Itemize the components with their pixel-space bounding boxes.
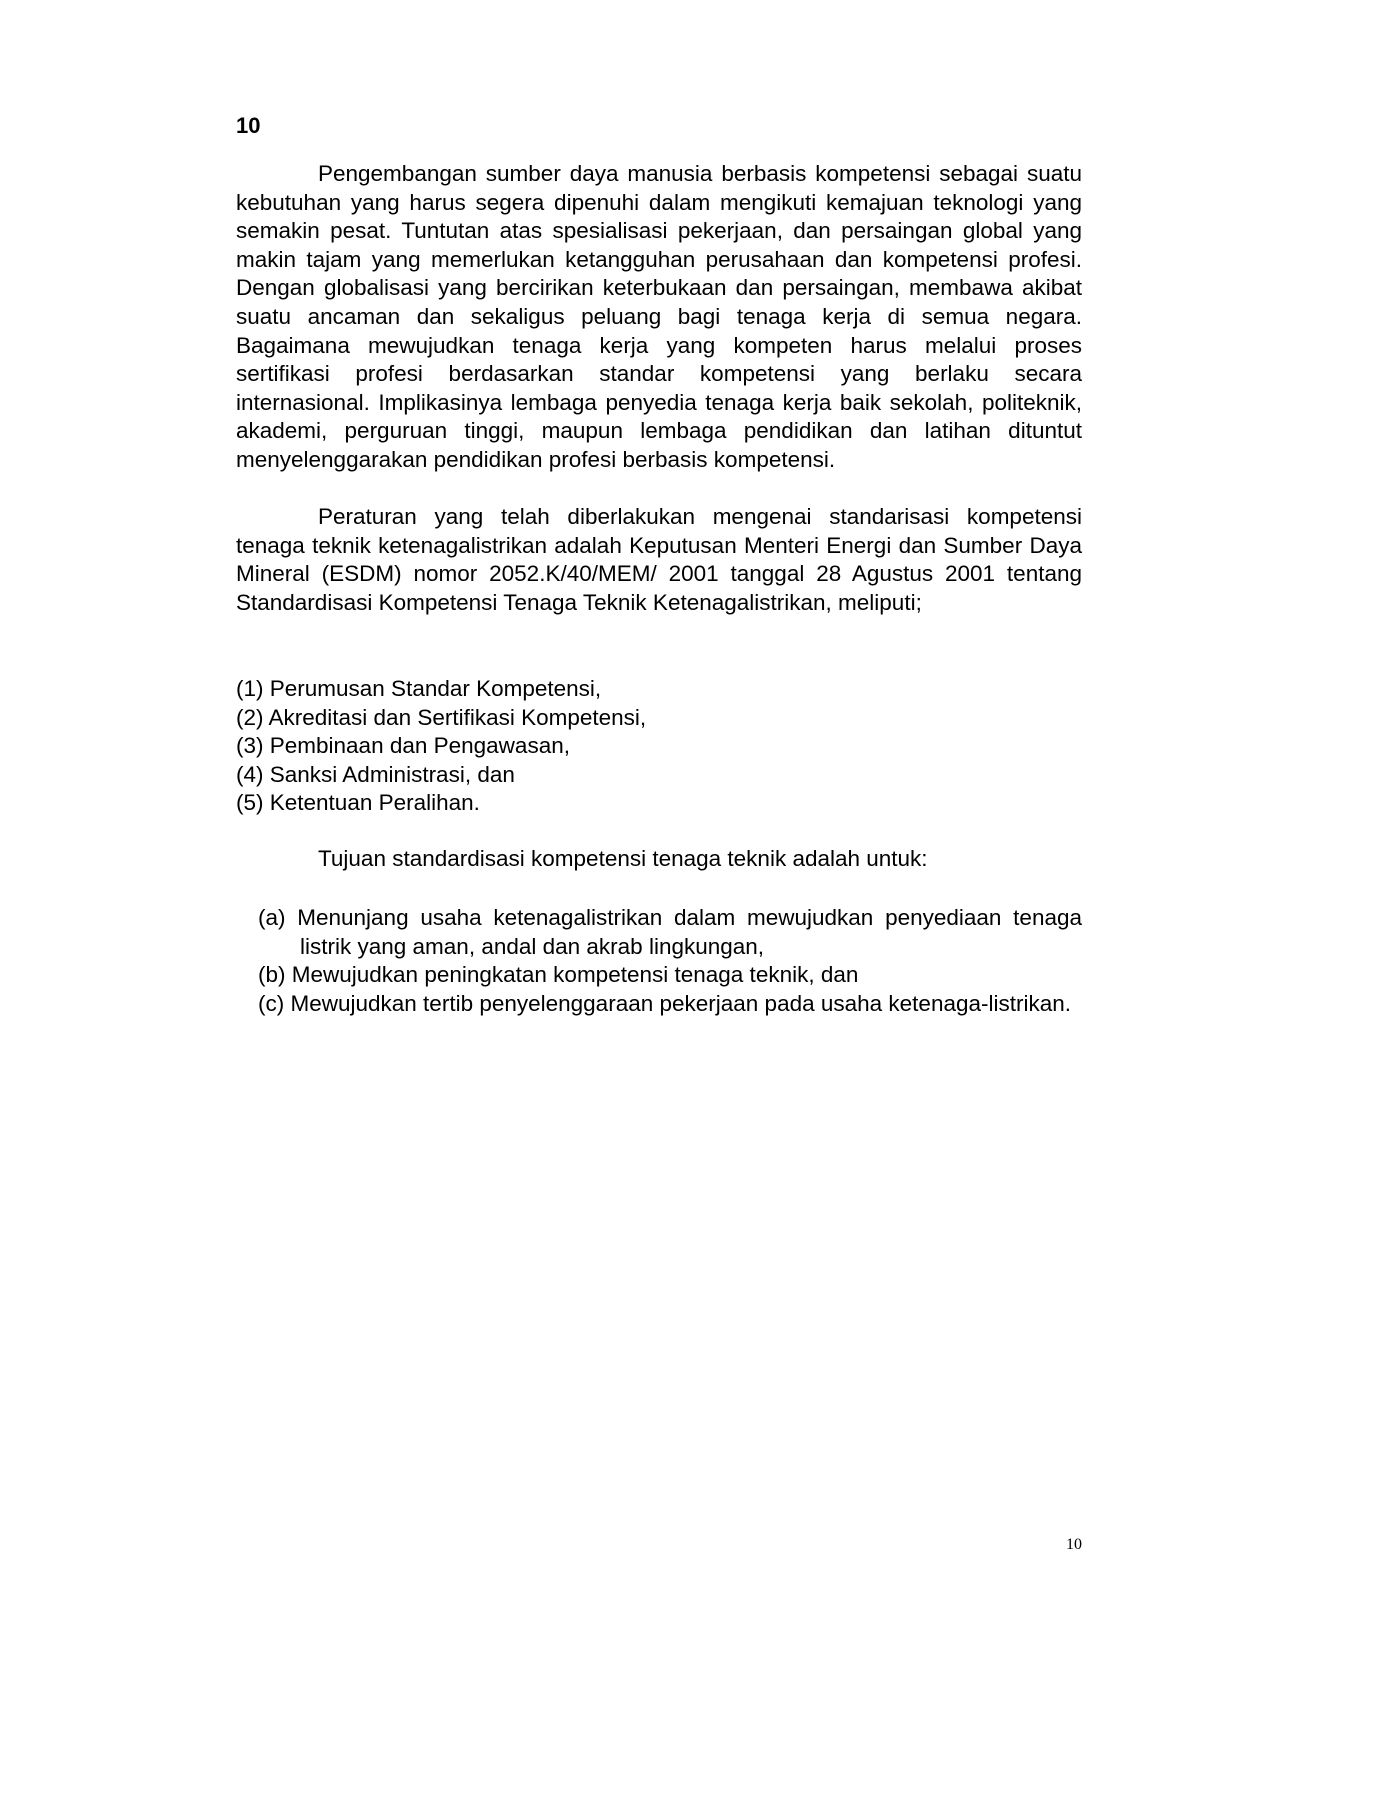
paragraph-regulation: Peraturan yang telah diberlakukan mengenai standarisasi kompetensi tenaga teknik ketenagalistrikan adalah Keputusan Menteri Energi dan Sumber Daya Mineral (ESDM) nomor 2052.K/40/MEM/ 2001 tanggal 28 Agustus 2001 tentang Standardisasi Kompetensi Tenaga Teknik Ketenagalistrikan, meliputi;: [236, 504, 1082, 615]
list-item: (b) Mewujudkan peningkatan kompetensi tenaga teknik, dan: [258, 962, 859, 988]
list-item: (4) Sanksi Administrasi, dan: [236, 761, 515, 787]
paragraph-competency-development: Pengembangan sumber daya manusia berbasis kompetensi sebagai suatu kebutuhan yang harus segera dipenuhi dalam mengikuti kemajuan teknologi yang semakin pesat. Tuntutan atas spesialisasi pekerjaan, dan persaingan global yang makin tajam yang memerlukan ketangguhan perusahaan dan kompetensi profesi. Dengan globalisasi yang bercirikan keterbukaan dan persaingan, membawa akibat suatu ancaman dan sekaligus peluang bagi tenaga kerja di semua negara. Bagaimana mewujudkan tenaga kerja yang kompeten harus melalui proses sertifikasi profesi berdasarkan standar kompetensi yang berlaku secara internasional. Implikasinya lembaga penyedia tenaga kerja baik sekolah, politeknik, akademi, perguruan tinggi, maupun lembaga pendidikan dan latihan dituntut menyelenggarakan pendidikan profesi berbasis kompetensi.: [236, 161, 1082, 472]
list-item: (5) Ketentuan Peralihan.: [236, 790, 480, 816]
list-item: (3) Pembinaan dan Pengawasan,: [236, 733, 570, 759]
footer-page-number: 10: [1066, 1536, 1082, 1553]
regulation-scope-list: [236, 675, 646, 818]
list-item: (a) Menunjang usaha ketenagalistrikan dalam mewujudkan penyediaan tenaga listrik yang aman, andal dan akrab lingkungan,: [258, 905, 1082, 959]
header-page-number: 10: [236, 113, 261, 138]
purpose-list: [258, 904, 1082, 1018]
list-item: (c) Mewujudkan tertib penyelenggaraan pekerjaan pada usaha ketenaga-listrikan.: [258, 990, 1072, 1016]
purpose-intro: Tujuan standardisasi kompetensi tenaga teknik adalah untuk:: [318, 846, 928, 871]
list-item: (1) Perumusan Standar Kompetensi,: [236, 676, 602, 701]
list-item: (2) Akreditasi dan Sertifikasi Kompetensi,: [236, 704, 647, 730]
